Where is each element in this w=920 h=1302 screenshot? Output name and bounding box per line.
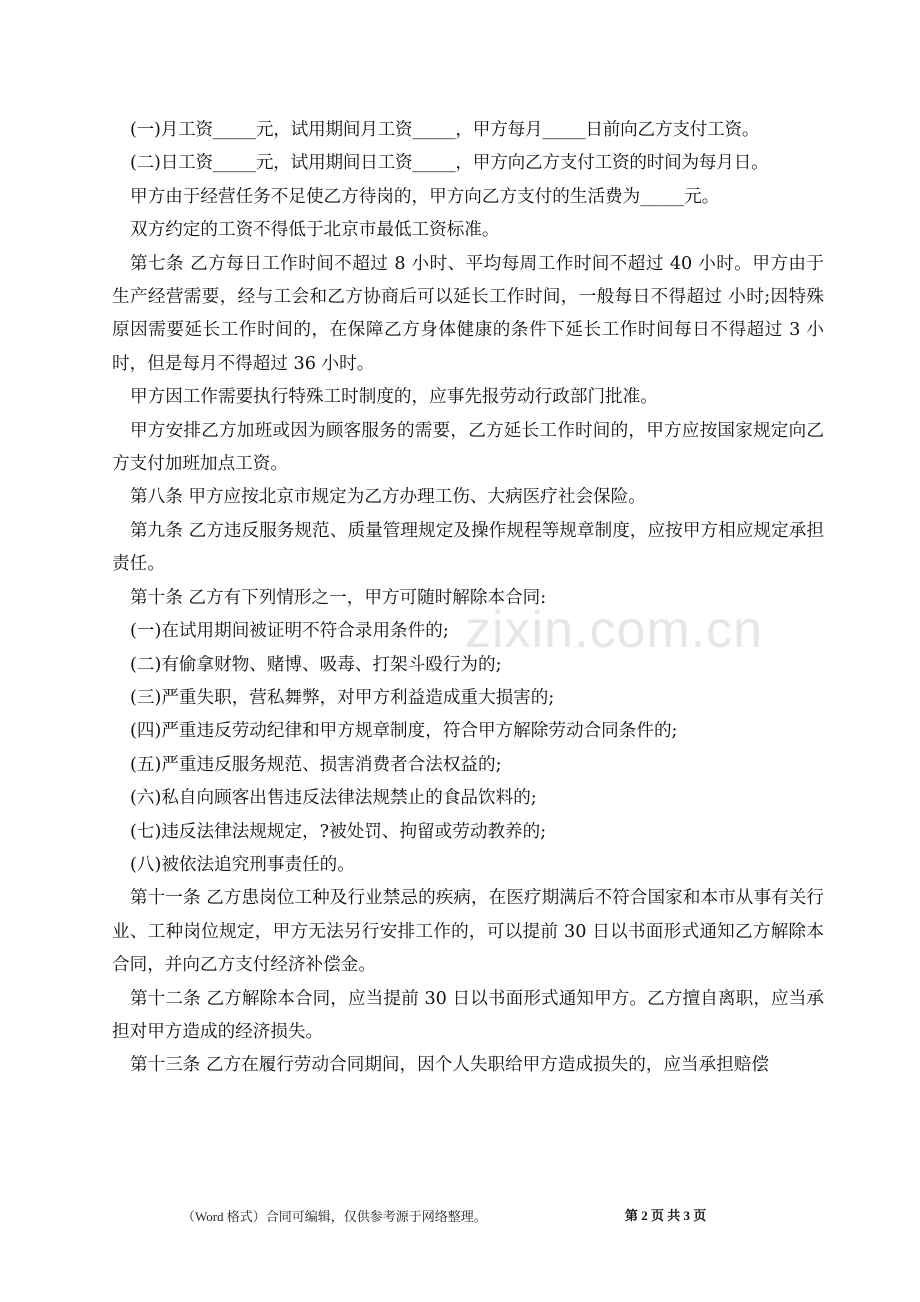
- paragraph-standby-allowance: 甲方由于经营任务不足使乙方待岗的，甲方向乙方支付的生活费为_____元。: [130, 186, 720, 207]
- paragraph-overtime-pay: 甲方安排乙方加班或因为顾客服务的需要，乙方延长工作时间的，甲方应按国家规定向乙方支付加班加点工资。: [112, 420, 824, 475]
- paragraph-article-9: 第九条 乙方违反服务规范、质量管理规定及操作规程等规章制度，应按甲方相应规定承担责任。: [112, 520, 824, 575]
- list-item-clause-1: (一)在试用期间被证明不符合录用条件的;: [130, 621, 449, 642]
- paragraph-monthly-wage: (一)月工资_____元，试用期间月工资_____，甲方每月_____日前向乙方支付工资。: [130, 120, 760, 140]
- list-item-clause-7: (七)违反法律法规规定，?被处罚、拘留或劳动教养的;: [130, 821, 547, 842]
- paragraph-minimum-wage: 双方约定的工资不得低于北京市最低工资标准。: [130, 220, 500, 241]
- paragraph-article-10: 第十条 乙方有下列情形之一，甲方可随时解除本合同:: [130, 587, 547, 608]
- list-item-clause-2: (二)有偷拿财物、赌博、吸毒、打架斗殴行为的;: [130, 654, 502, 675]
- paragraph-article-7: 第七条 乙方每日工作时间不超过 8 小时、平均每周工作时间不超过 40 小时。甲方由于生产经营需要，经与工会和乙方协商后可以延长工作时间，一般每日不得超过 小时;因特殊原因需要延长工作时间的，在保障乙方身体健康的条件下延长工作时间每日不得超过 3 小时，但是每月不得超过 36 小时。: [112, 253, 824, 374]
- list-item-clause-4: (四)严重违反劳动纪律和甲方规章制度，符合甲方解除劳动合同条件的;: [130, 721, 678, 742]
- list-item-clause-5: (五)严重违反服务规范、损害消费者合法权益的;: [130, 754, 502, 775]
- footer-note: （Word 格式）合同可编辑，仅供参考源于网络整理。: [182, 1209, 487, 1224]
- page-number: 第 2 页 共 3 页: [625, 1208, 707, 1223]
- paragraph-article-11: 第十一条 乙方患岗位工种及行业禁忌的疾病，在医疗期满后不符合国家和本市从事有关行业、工种岗位规定，甲方无法另行安排工作的，可以提前 30 日以书面形式通知乙方解除本合同，并向乙方支付经济补偿金。: [112, 888, 824, 976]
- document-body: [112, 114, 824, 1083]
- list-item-clause-6: (六)私自向顾客出售违反法律法规禁止的食品饮料的;: [130, 788, 537, 809]
- list-item-clause-3: (三)严重失职，营私舞弊，对甲方利益造成重大损害的;: [130, 687, 555, 708]
- paragraph-article-8: 第八条 甲方应按北京市规定为乙方办理工伤、大病医疗社会保险。: [130, 487, 646, 508]
- paragraph-article-12: 第十二条 乙方解除本合同，应当提前 30 日以书面形式通知甲方。乙方擅自离职，应当承担对甲方造成的经济损失。: [112, 988, 824, 1042]
- list-item-clause-8: (八)被依法追究刑事责任的。: [130, 854, 355, 875]
- paragraph-special-hours: 甲方因工作需要执行特殊工时制度的，应事先报劳动行政部门批准。: [130, 387, 658, 408]
- paragraph-daily-wage: (二)日工资_____元，试用期间日工资_____，甲方向乙方支付工资的时间为每月日。: [130, 153, 769, 174]
- paragraph-article-13: 第十三条 乙方在履行劳动合同期间，因个人失职给甲方造成损失的，应当承担赔偿: [130, 1055, 769, 1076]
- watermark: zixin.com.cn: [465, 601, 764, 659]
